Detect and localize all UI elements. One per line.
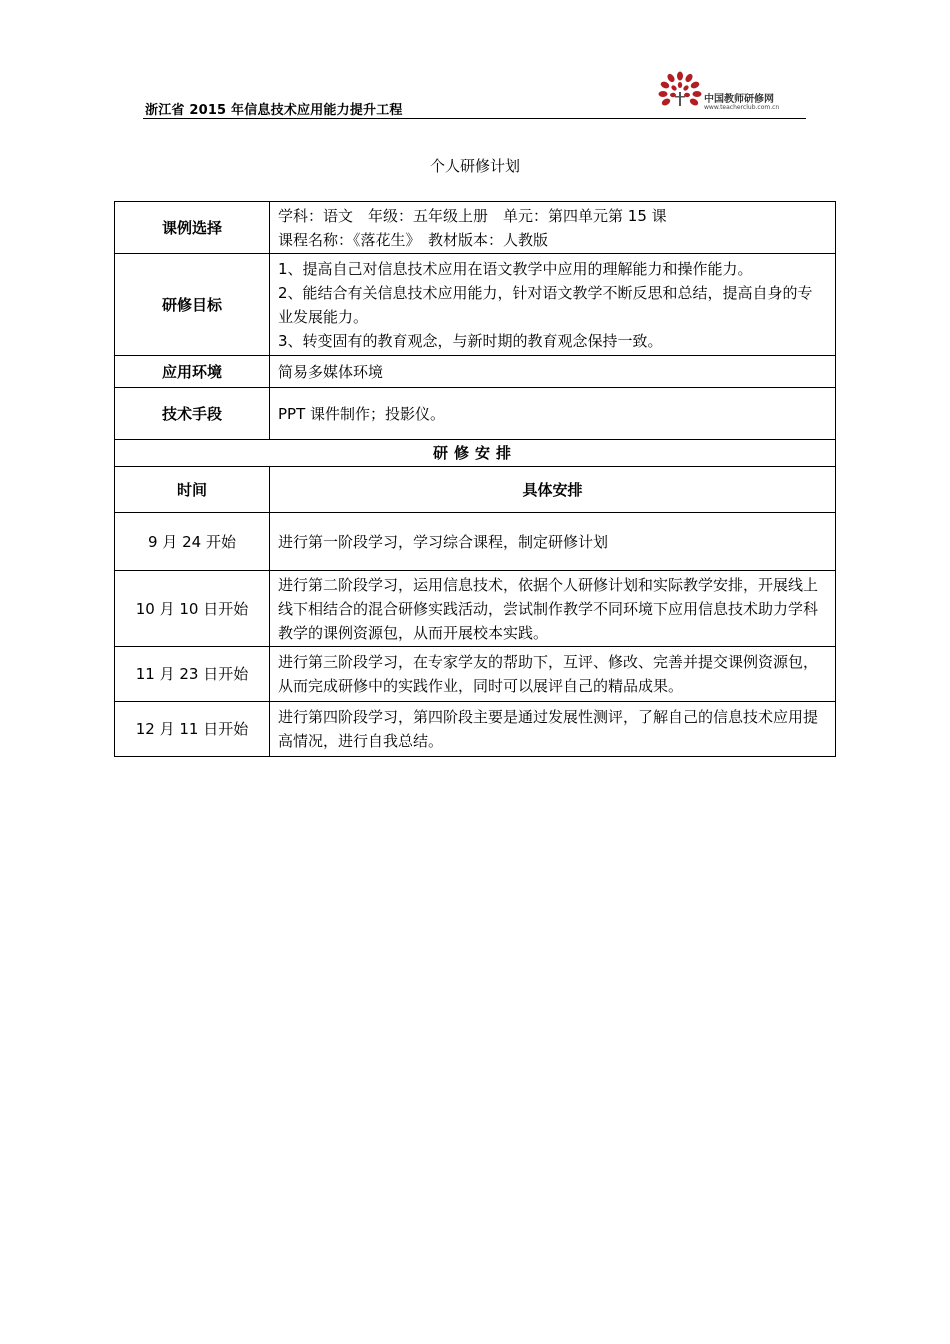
schedule-plan: 进行第二阶段学习，运用信息技术，依据个人研修计划和实际教学安排，开展线上线下相结合的混合研修实践活动，尝试制作教学不同环境下应用信息技术助力学科教学的课例资源包，从而开展校本实践。 [270,571,836,647]
goal-item: 1、提高自己对信息技术应用在语文教学中应用的理解能力和操作能力。 [278,259,753,278]
environment-label: 应用环境 [115,356,270,388]
schedule-plan: 进行第四阶段学习，第四阶段主要是通过发展性测评，了解自己的信息技术应用提高情况，进行自我总结。 [270,702,836,757]
goal-item: 2、能结合有关信息技术应用能力，针对语文教学不断反思和总结，提高自身的专业发展能力。 [278,283,813,326]
environment-row [115,356,836,388]
course-row [115,202,836,254]
schedule-plan: 进行第一阶段学习，学习综合课程，制定研修计划 [270,513,836,571]
environment-value: 简易多媒体环境 [270,356,836,388]
course-line-2: 课程名称：《落花生》 教材版本：人教版 [278,230,549,249]
tech-value: PPT 课件制作；投影仪。 [270,388,836,440]
schedule-time: 10 月 10 日开始 [115,571,270,647]
course-line-1: 学科：语文 年级：五年级上册 单元：第四单元第 15 课 [278,206,667,225]
course-cell [270,202,836,254]
header-divider [143,118,806,119]
schedule-title: 研修安排 [115,440,836,467]
schedule-title-row [115,440,836,467]
goals-row [115,254,836,356]
tech-row [115,388,836,440]
logo-url: www.teacherclub.com.cn [704,104,780,111]
flower-logo-icon [656,68,704,118]
schedule-row [115,571,836,647]
tech-label: 技术手段 [115,388,270,440]
schedule-row [115,647,836,702]
schedule-row [115,513,836,571]
project-header-title: 浙江省 2015 年信息技术应用能力提升工程 [145,103,403,118]
study-plan-table [114,201,836,757]
goal-item: 3、转变固有的教育观念，与新时期的教育观念保持一致。 [278,331,663,350]
schedule-time: 9 月 24 开始 [115,513,270,571]
teacherclub-logo [656,68,806,118]
course-label: 课例选择 [115,202,270,254]
time-column-header: 时间 [115,467,270,513]
schedule-header-row [115,467,836,513]
schedule-plan: 进行第三阶段学习，在专家学友的帮助下，互评、修改、完善并提交课例资源包，从而完成研修中的实践作业，同时可以展评自己的精品成果。 [270,647,836,702]
schedule-row [115,702,836,757]
plan-column-header: 具体安排 [270,467,836,513]
schedule-time: 12 月 11 日开始 [115,702,270,757]
goals-label: 研修目标 [115,254,270,356]
goals-cell [270,254,836,356]
schedule-time: 11 月 23 日开始 [115,647,270,702]
logo-name: 中国教师研修网 [704,94,774,105]
document-title: 个人研修计划 [429,157,520,175]
